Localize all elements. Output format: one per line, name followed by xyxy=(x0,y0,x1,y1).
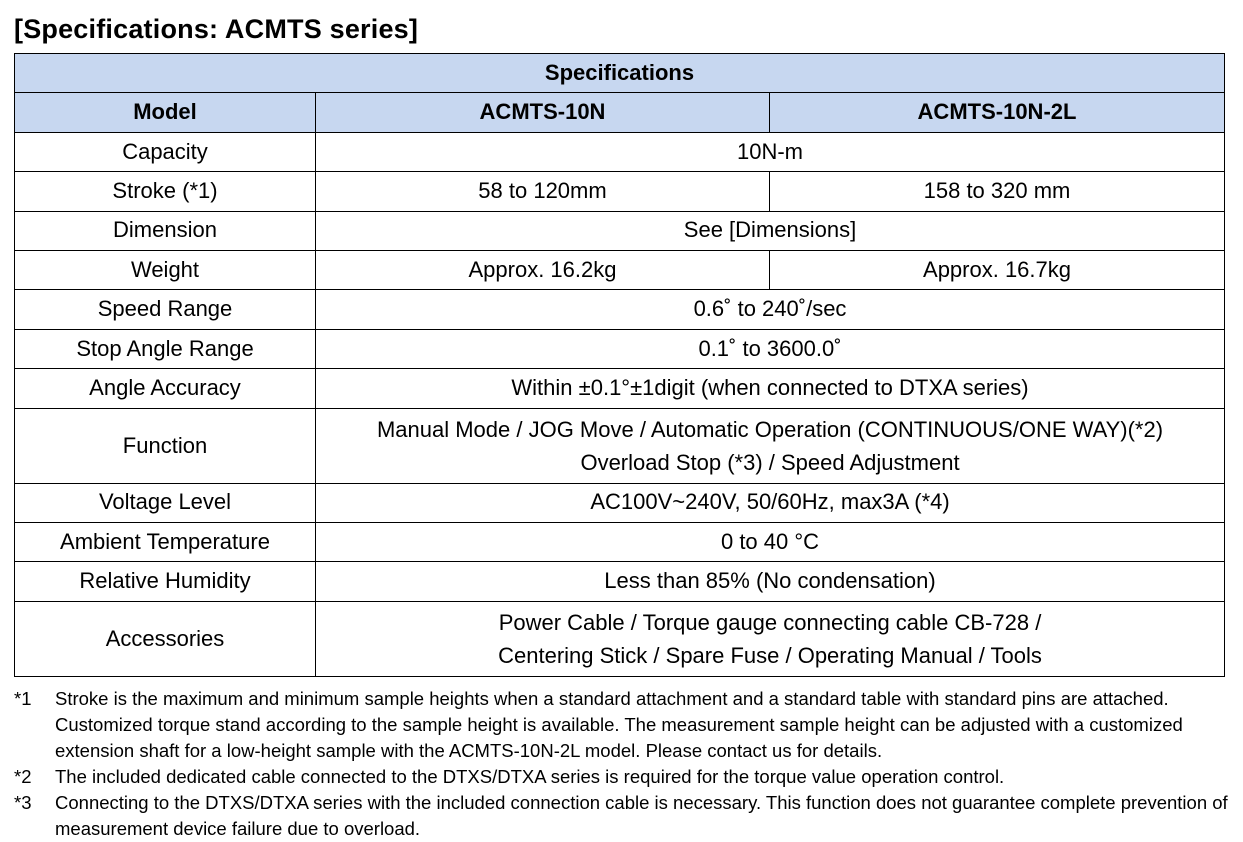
table-row xyxy=(15,250,1225,289)
row-value: Less than 85% (No condensation) xyxy=(316,562,1225,601)
table-row xyxy=(15,601,1225,676)
model-name: ACMTS-10N-2L xyxy=(770,93,1225,132)
row-label: Stop Angle Range xyxy=(15,329,316,368)
table-row xyxy=(15,369,1225,408)
row-value: 0.6˚ to 240˚/sec xyxy=(316,290,1225,329)
footnote-text: The included dedicated cable connected to the DTXS/DTXA series is required for the torque value operation control. xyxy=(55,766,1005,787)
page-title: [Specifications: ACMTS series] xyxy=(14,14,419,44)
specifications-table xyxy=(14,53,1225,677)
row-value: See [Dimensions] xyxy=(316,211,1225,250)
footnote-text: Connecting to the DTXS/DTXA series with the included connection cable is necessary. This function does not guarantee complete prevention of measurement device failure due to overload. xyxy=(55,792,1228,839)
row-label: Weight xyxy=(15,250,316,289)
footnote xyxy=(14,790,1234,842)
table-row xyxy=(15,211,1225,250)
footnote-mark: *2 xyxy=(14,766,32,787)
table-row xyxy=(15,522,1225,561)
table-header-row xyxy=(15,54,1225,93)
value-line: Centering Stick / Spare Fuse / Operating Manual / Tools xyxy=(498,642,1042,668)
row-label: Dimension xyxy=(15,211,316,250)
row-value: 0.1˚ to 3600.0˚ xyxy=(316,329,1225,368)
footnote xyxy=(14,686,1234,764)
row-value: 158 to 320 mm xyxy=(770,172,1225,211)
footnote-mark: *3 xyxy=(14,792,32,813)
row-value: 58 to 120mm xyxy=(316,172,770,211)
table-row xyxy=(15,172,1225,211)
row-label: Ambient Temperature xyxy=(15,522,316,561)
table-row xyxy=(15,329,1225,368)
row-label: Function xyxy=(15,408,316,483)
row-value: Approx. 16.2kg xyxy=(316,250,770,289)
footnote-mark: *1 xyxy=(14,688,32,709)
row-label: Voltage Level xyxy=(15,483,316,522)
value-line: Overload Stop (*3) / Speed Adjustment xyxy=(580,449,960,475)
row-label: Capacity xyxy=(15,132,316,171)
value-line: Power Cable / Torque gauge connecting cable CB-728 / xyxy=(498,609,1042,635)
table-row xyxy=(15,408,1225,483)
footnotes xyxy=(14,686,1234,842)
table-row xyxy=(15,290,1225,329)
table-row xyxy=(15,132,1225,171)
row-value xyxy=(316,601,1225,676)
table-row xyxy=(15,483,1225,522)
model-label: Model xyxy=(15,93,316,132)
row-value: 10N-m xyxy=(316,132,1225,171)
footnote-text: Stroke is the maximum and minimum sample heights when a standard attachment and a standard table with standard pins are attached. Customized torque stand according to the sample height is available. The measurement sample height can be adjusted with a customized extension shaft for a low-height sample with the ACMTS-10N-2L model. Please contact us for details. xyxy=(55,688,1183,761)
value-line: Manual Mode / JOG Move / Automatic Operation (CONTINUOUS/ONE WAY)(*2) xyxy=(376,416,1164,442)
row-value xyxy=(316,408,1225,483)
table-header: Specifications xyxy=(15,54,1225,93)
row-value: Within ±0.1°±1digit (when connected to DTXA series) xyxy=(316,369,1225,408)
row-value: 0 to 40 °C xyxy=(316,522,1225,561)
table-row xyxy=(15,562,1225,601)
row-label: Relative Humidity xyxy=(15,562,316,601)
row-label: Angle Accuracy xyxy=(15,369,316,408)
row-label: Speed Range xyxy=(15,290,316,329)
footnote xyxy=(14,764,1234,790)
row-value: Approx. 16.7kg xyxy=(770,250,1225,289)
row-label: Stroke (*1) xyxy=(15,172,316,211)
model-name: ACMTS-10N xyxy=(316,93,770,132)
row-value: AC100V~240V, 50/60Hz, max3A (*4) xyxy=(316,483,1225,522)
model-row xyxy=(15,93,1225,132)
row-label: Accessories xyxy=(15,601,316,676)
